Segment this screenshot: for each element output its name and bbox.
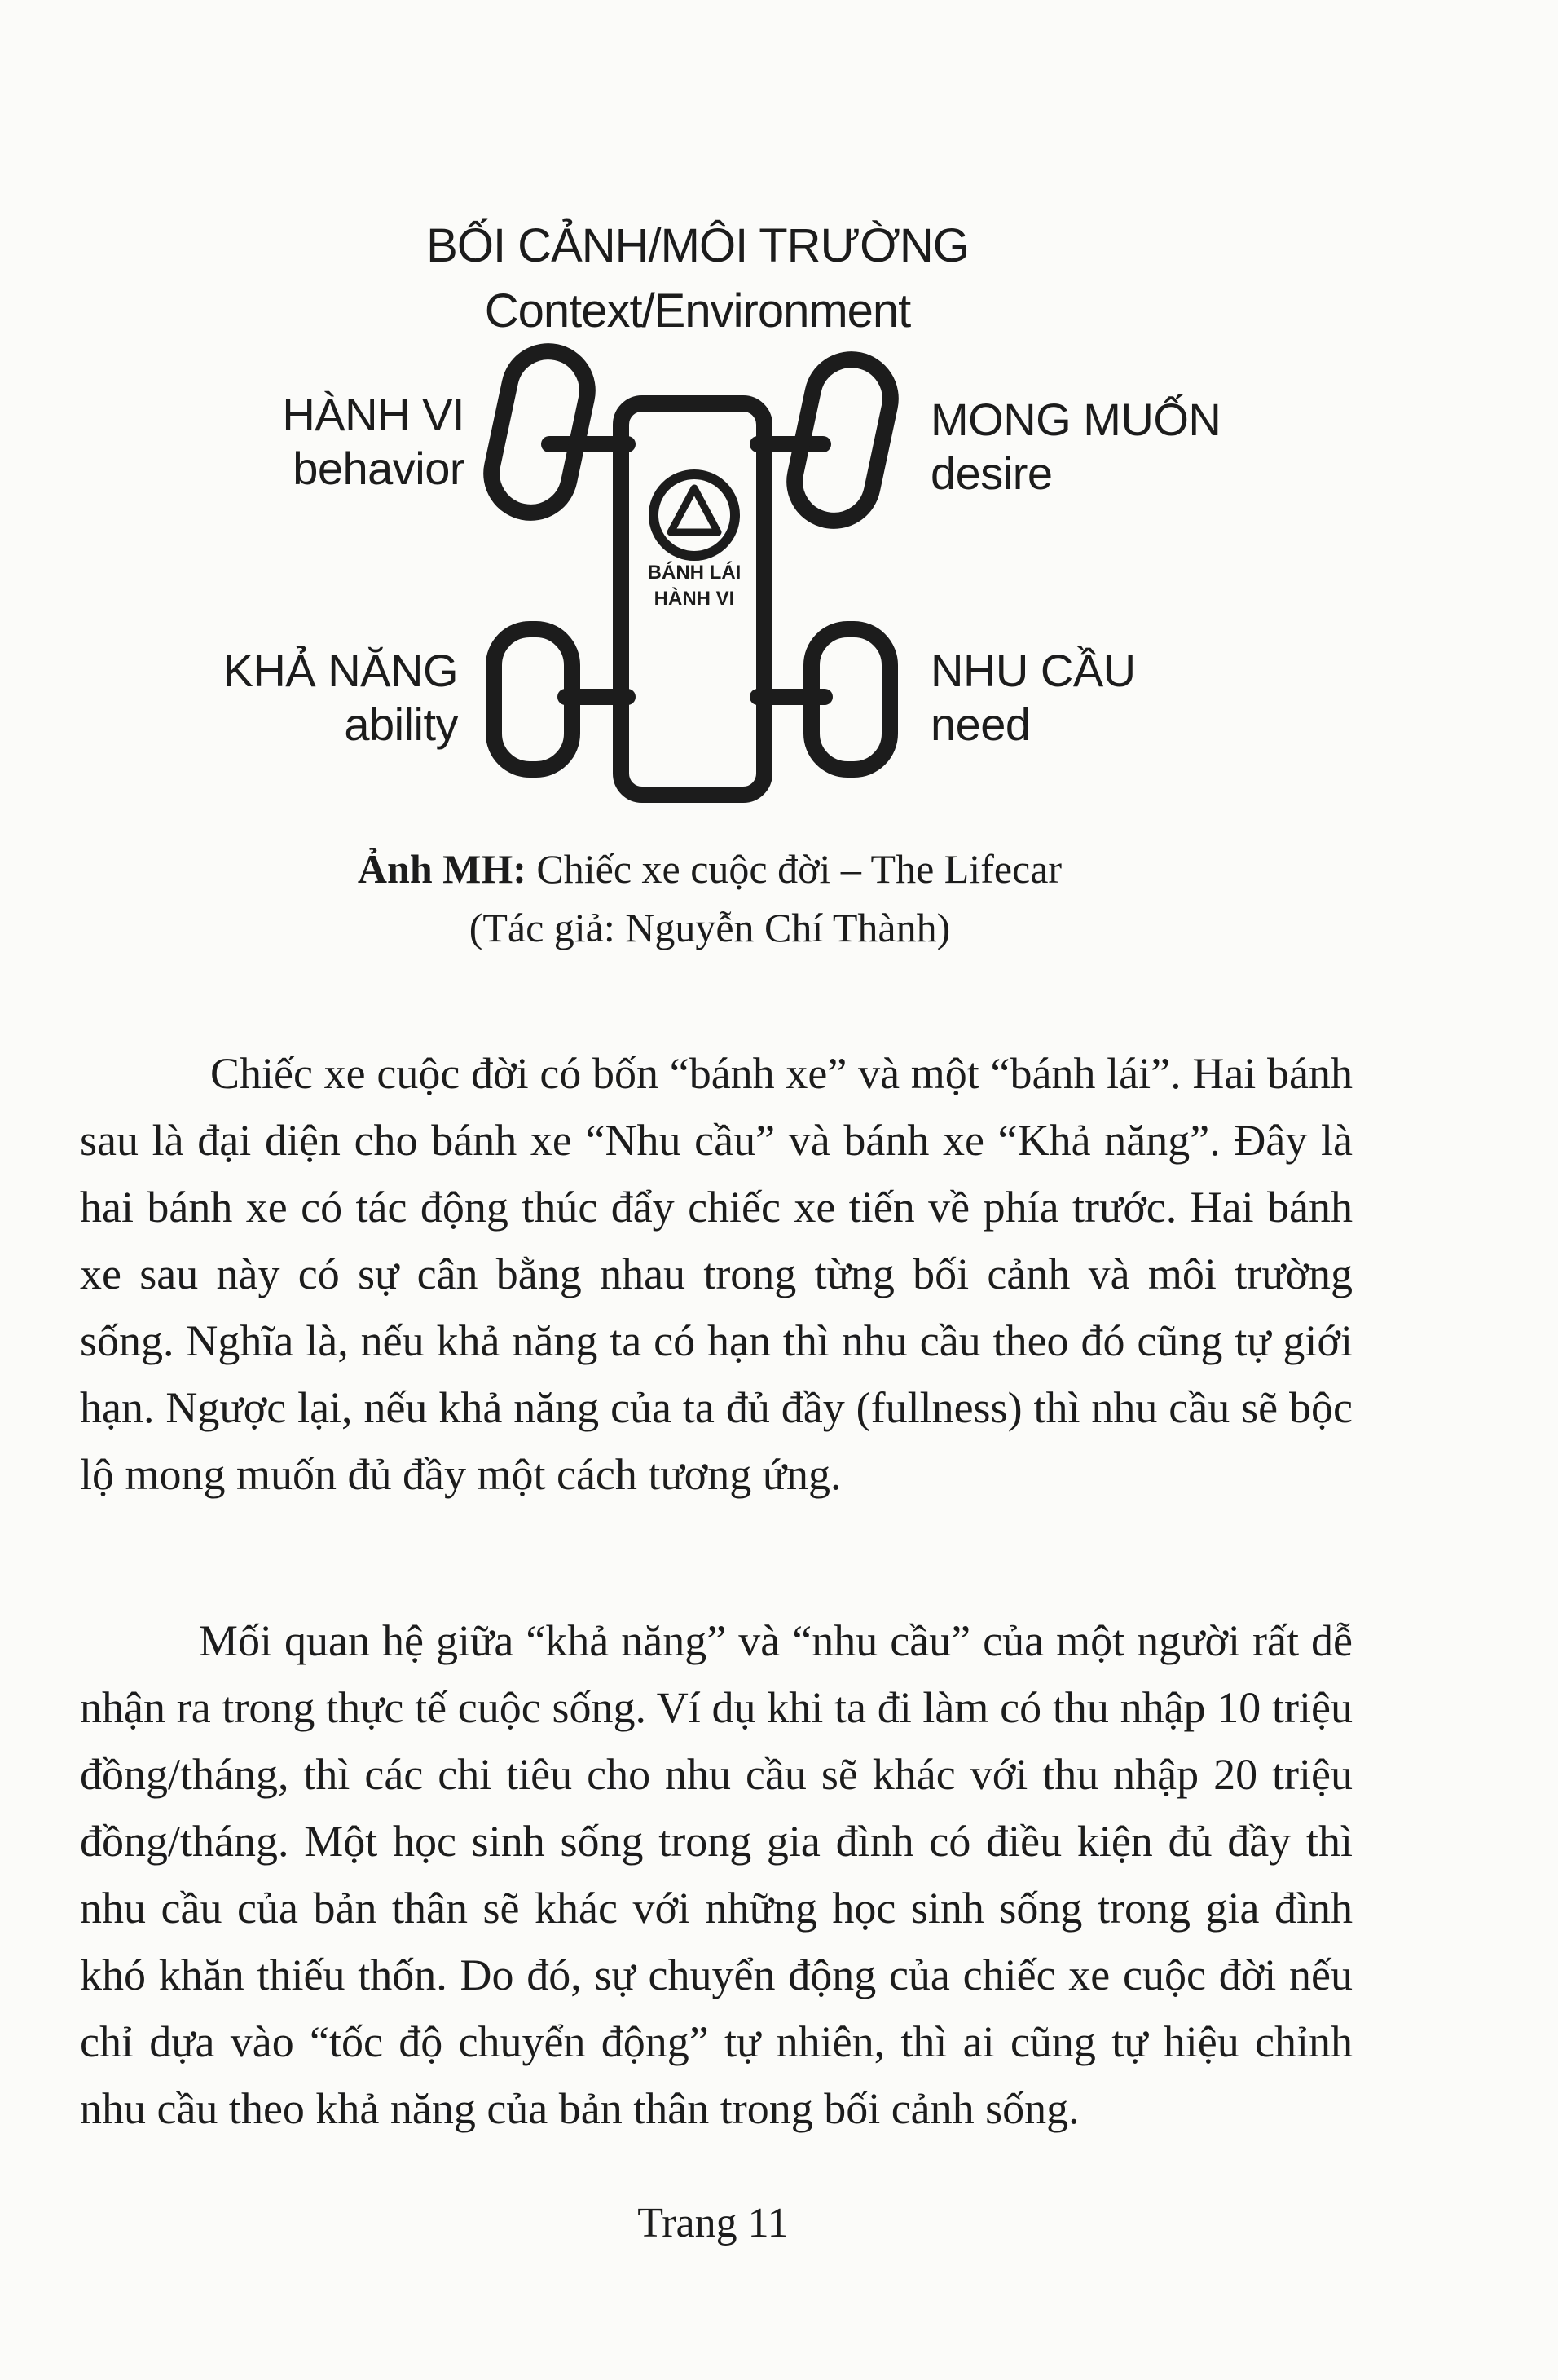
figure-caption: [0, 840, 1419, 957]
ability-vi: KHẢ NĂNG: [222, 645, 458, 696]
caption-line1: [0, 840, 1419, 898]
body-paragraph-1: Chiếc xe cuộc đời có bốn “bánh xe” và một “bánh lái”. Hai bánh sau là đại diện cho bánh xe “Nhu cầu” và bánh xe “Khả năng”. Đây là hai bánh xe có tác động thúc đẩy chiếc xe tiến về phía trước. Hai bánh xe sau này có sự cân bằng nhau trong từng bối cảnh và môi trường sống. Nghĩa là, nếu khả năng ta có hạn thì nhu cầu theo đó cũng tự giới hạn. Ngược lại, nếu khả năng của ta đủ đầy (fullness) thì nhu cầu sẽ bộc lộ mong muốn đủ đầy một cách tương ứng.: [80, 1049, 1353, 1499]
steering-label-line1: BÁNH LÁI: [647, 562, 742, 584]
desire-en: desire: [931, 447, 1053, 499]
caption-label: Ảnh MH:: [357, 846, 526, 892]
context-vi: BỐI CẢNH/MÔI TRƯỜNG: [426, 219, 969, 272]
need-en: need: [931, 699, 1031, 750]
body-paragraph-2: Mối quan hệ giữa “khả năng” và “nhu cầu” của một người rất dễ nhận ra trong thực tế cuộc sống. Ví dụ khi ta đi làm có thu nhập 10 triệu đồng/tháng, thì các chi tiêu cho nhu cầu sẽ khác với thu nhập 20 triệu đồng/tháng. Một học sinh sống trong gia đình có điều kiện đủ đầy thì nhu cầu của bản thân sẽ khác với những học sinh sống trong gia đình khó khăn thiếu thốn. Do đó, sự chuyển động của chiếc xe cuộc đời nếu chỉ dựa vào “tốc độ chuyển động” tự nhiên, thì ai cũng tự hiệu chỉnh nhu cầu theo khả năng của bản thân trong bối cảnh sống.: [80, 1616, 1353, 2133]
page-number: Trang 11: [637, 2200, 789, 2246]
front-left-wheel: [484, 344, 594, 520]
context-en: Context/Environment: [484, 284, 911, 337]
need-vi: NHU CẦU: [931, 645, 1136, 696]
front-right-wheel: [787, 352, 897, 528]
desire-vi: MONG MUỐN: [931, 394, 1221, 445]
steering-wheel-icon: [654, 474, 735, 556]
lifecar-diagram: [0, 0, 1558, 815]
behavior-vi: HÀNH VI: [282, 389, 464, 440]
behavior-en: behavior: [293, 443, 464, 494]
caption-author: (Tác giả: Nguyễn Chí Thành): [469, 905, 951, 950]
steering-label-line2: HÀNH VI: [654, 588, 735, 610]
ability-en: ability: [344, 699, 458, 750]
caption-title: Chiếc xe cuộc đời – The Lifecar: [526, 846, 1063, 892]
